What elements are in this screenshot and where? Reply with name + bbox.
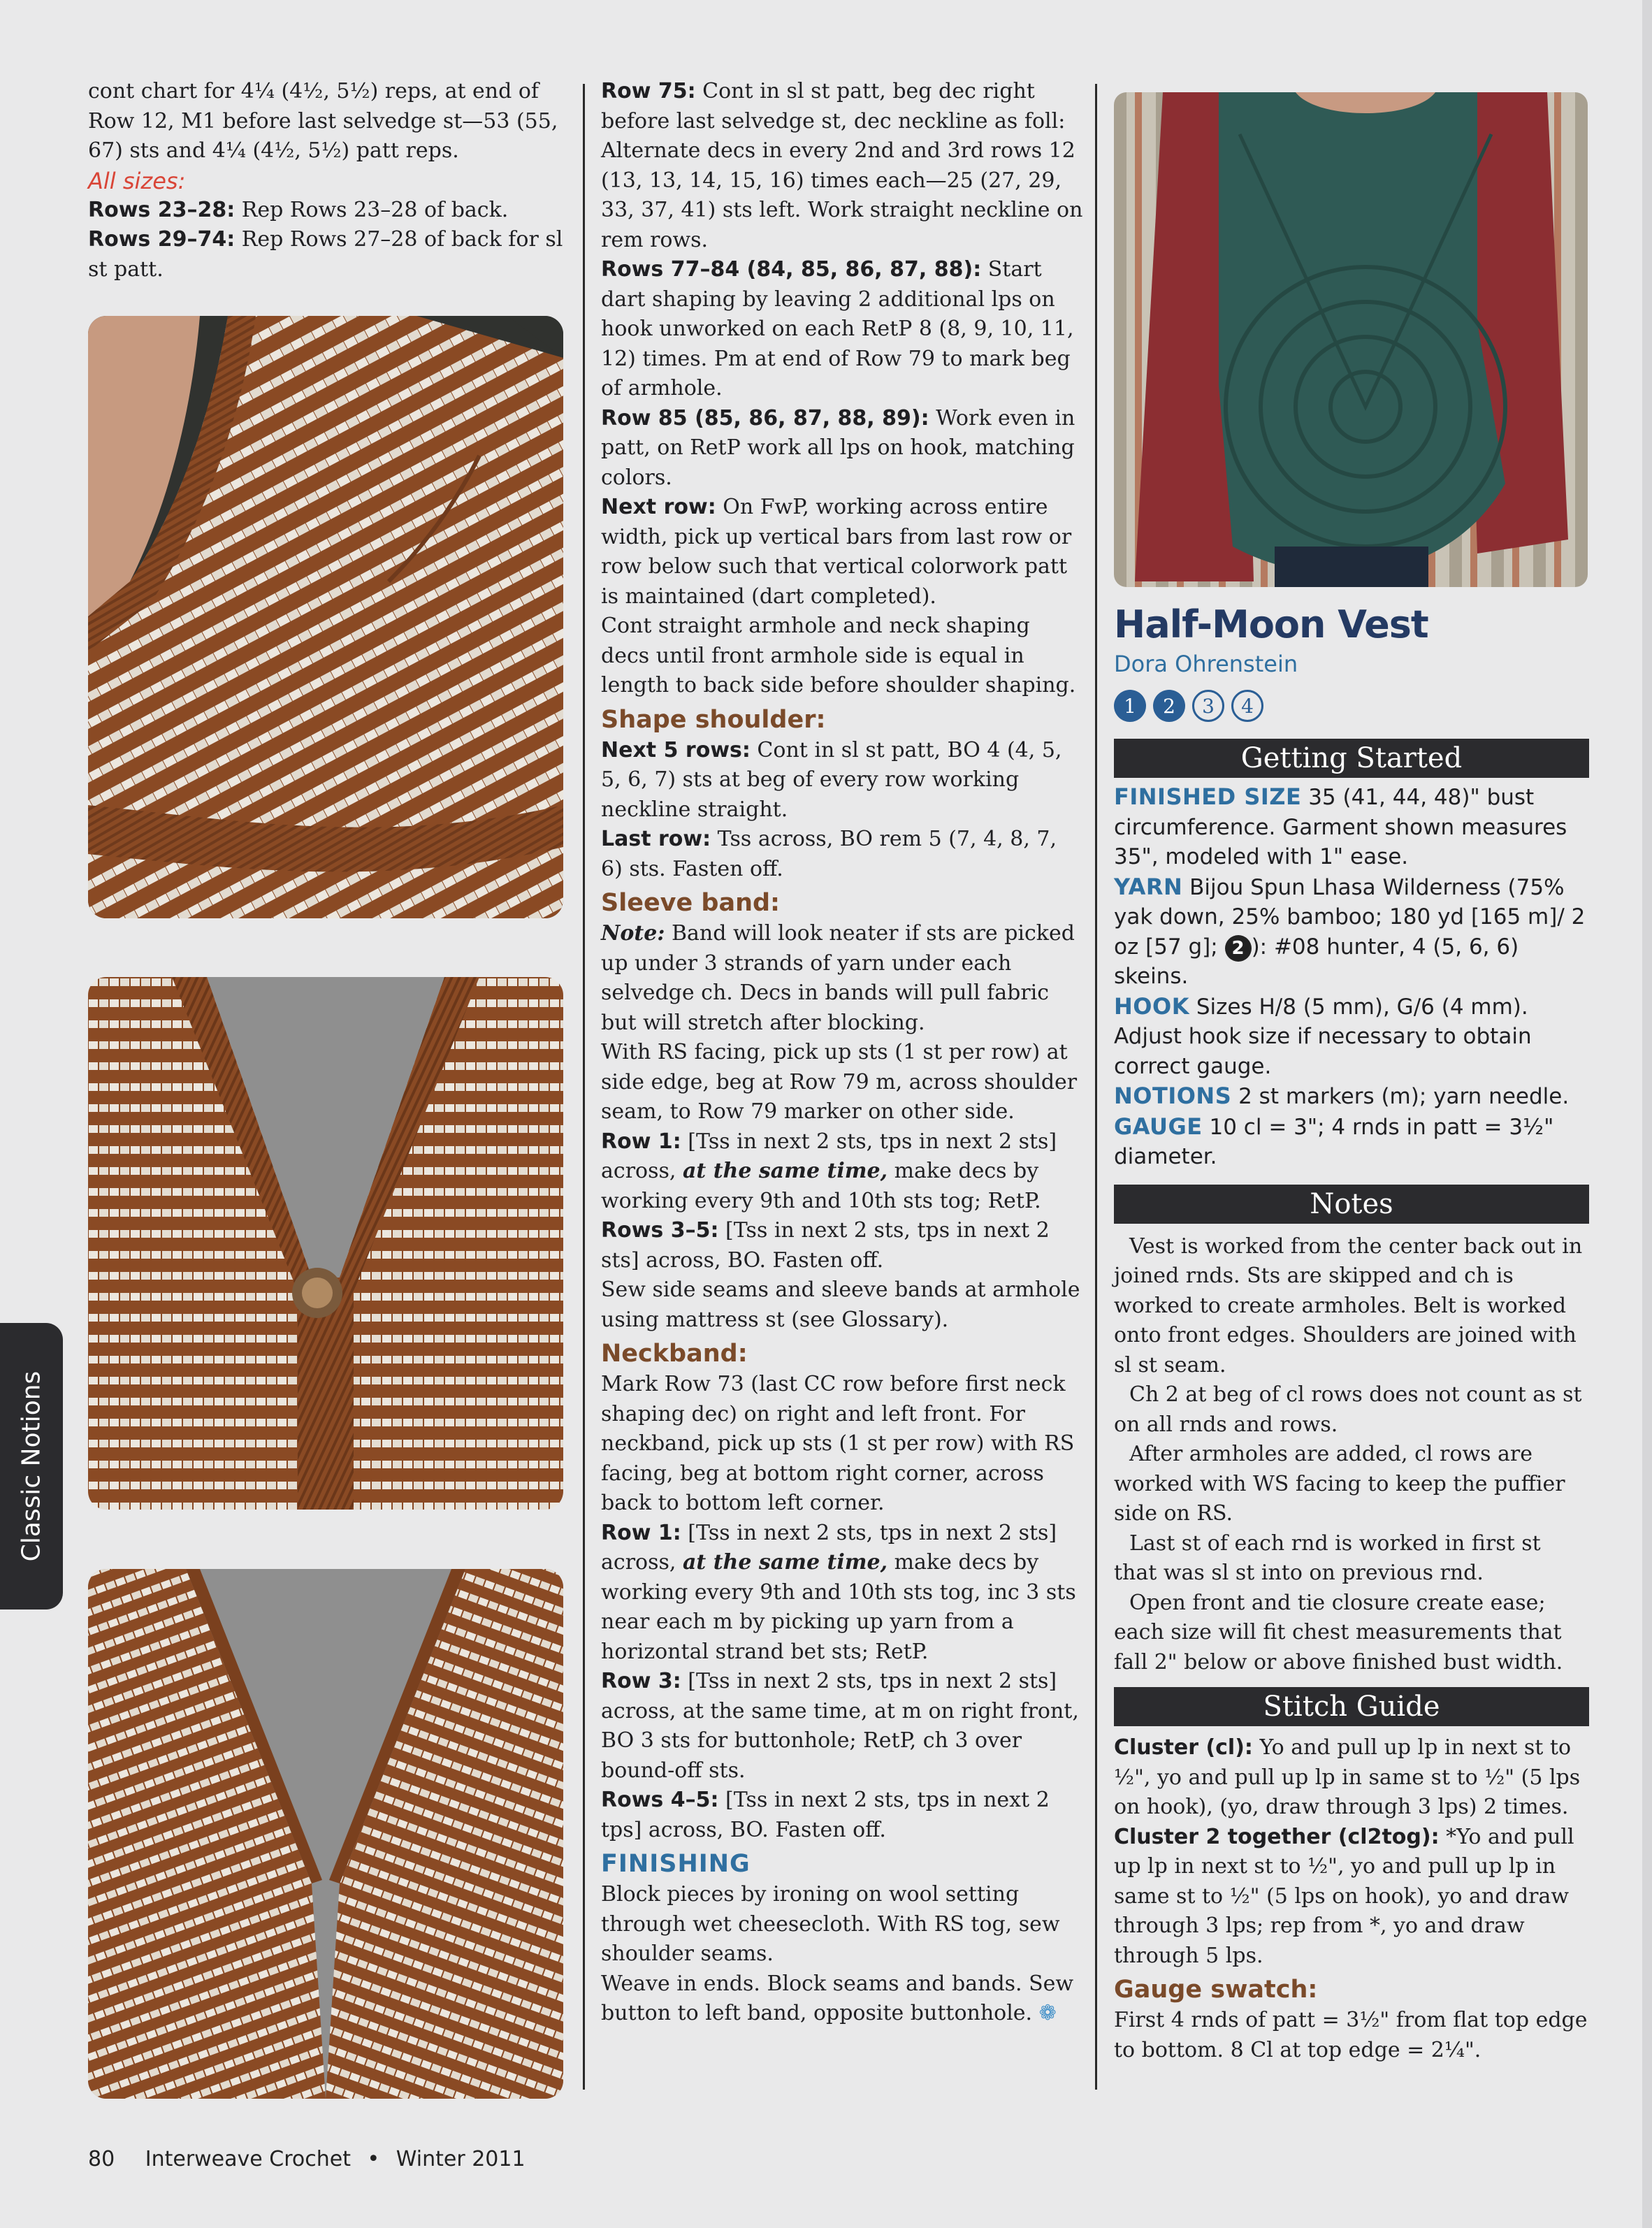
cluster-2-together-lead: Cluster 2 together (cl2tog): (1114, 1824, 1440, 1849)
neck-row-1-b: make decs by working every 9th and 10th sts tog, inc 3 sts near each m by picking up yarn from a horizontal strand bet sts; RetP. (601, 1550, 1076, 1664)
photo-vest-back (1114, 92, 1588, 587)
rows-29-74 (88, 225, 570, 284)
gauge (1114, 1112, 1589, 1172)
shape-shoulder-heading: Shape shoulder: (601, 705, 826, 734)
cluster-text: Yo and pull up lp in next st to ½", yo and pull up lp in same st to ½" (5 lps on hook), (yo, draw through 3 lps) 2 times. (1114, 1735, 1581, 1819)
column-rule-left (583, 84, 585, 2090)
end-flower-icon: ❁ (1038, 2001, 1057, 2025)
rows-23-28-lead: Rows 23–28: (88, 197, 236, 222)
next-row-text: On FwP, working across entire width, pick up vertical bars from last row or row below such that vertical colorwork patt is maintained (dart completed). (601, 495, 1072, 609)
footer-bullet: • (367, 2147, 380, 2171)
gauge-text: 10 cl = 3"; 4 rnds in patt = 3½" diameter. (1114, 1114, 1554, 1169)
weave-text-body: Weave in ends. Block seams and bands. Sew button to left band, opposite buttonhole. (601, 1971, 1074, 2025)
sleeve-row-1 (601, 1127, 1083, 1217)
sleeve-rows-3-5 (601, 1216, 1083, 1275)
rows-29-74-text: Rep Rows 27–28 of back for sl st patt. (88, 227, 563, 282)
skill-level-icons (1114, 690, 1589, 722)
neck-rows-4-5-lead: Rows 4–5: (601, 1788, 719, 1812)
neck-rows-4-5-text: [Tss in next 2 sts, tps in next 2 tps] across, BO. Fasten off. (601, 1788, 1050, 1842)
neck-row-1-em: at the same time, (682, 1550, 888, 1575)
sleeve-rows-3-5-lead: Rows 3–5: (601, 1218, 719, 1243)
row-75-lead: Row 75: (601, 79, 696, 103)
neck-rows-4-5 (601, 1786, 1083, 1845)
all-sizes-heading: All sizes: (88, 167, 186, 194)
sleeve-note (601, 919, 1083, 1038)
note-1: Vest is worked from the center back out in joined rnds. Sts are skipped and ch is worked to create armholes. Belt is worked onto front edges. Shoulders are joined with sl st seam. (1114, 1234, 1583, 1377)
neck-row-1 (601, 1519, 1083, 1668)
finished-size-label: FINISHED SIZE (1114, 783, 1302, 810)
page-footer (88, 2147, 526, 2171)
note-2: Ch 2 at beg of cl rows does not count as st on all rnds and rows. (1114, 1382, 1582, 1437)
notes-heading: Notes (1114, 1185, 1589, 1224)
mark-text: Mark Row 73 (last CC row before first neck shaping dec) on right and left front. For neckband, pick up sts (1 st per row) with RS facing, beg at bottom right corner, across back to bottom left corner. (601, 1372, 1075, 1515)
last-row-lead: Last row: (601, 827, 711, 851)
page-edge (1642, 0, 1652, 2228)
getting-started-heading: Getting Started (1114, 739, 1589, 778)
rows-23-28-text: Rep Rows 23–28 of back. (235, 197, 509, 222)
skill-level-3-icon: 3 (1192, 690, 1224, 722)
last-row-text: Tss across, BO rem 5 (7, 4, 8, 7, 6) sts. Fasten off. (601, 827, 1057, 881)
notes-body (1114, 1232, 1589, 1678)
rows-77-84-text: Start dart shaping by leaving 2 additional lps on hook unworked on each RetP 8 (8, 9, 10, 11, 12) times. Pm at end of Row 79 to mark beg of armhole. (601, 257, 1074, 400)
cluster-lead: Cluster (cl): (1114, 1735, 1253, 1760)
cluster-2-together-text: *Yo and pull up lp in next st to ½", yo and pull up lp in same st to ½" (5 lps on hook), yo and draw through 3 lps; rep from *, yo and draw through 5 lps. (1114, 1824, 1574, 1968)
gauge-label: GAUGE (1114, 1113, 1203, 1140)
neck-row-3 (601, 1667, 1083, 1786)
sew-text: Sew side seams and sleeve bands at armhole using mattress st (see Glossary). (601, 1278, 1080, 1332)
stitch-guide-heading: Stitch Guide (1114, 1687, 1589, 1726)
next-5-rows-text: Cont in sl st patt, BO 4 (4, 5, 5, 6, 7) sts at beg of every row working neckline straight. (601, 737, 1062, 822)
hook-text: Sizes H/8 (5 mm), G/6 (4 mm). Adjust hook size if necessary to obtain correct gauge. (1114, 994, 1532, 1079)
hook-label: HOOK (1114, 992, 1189, 1020)
skill-level-1-icon: 1 (1114, 690, 1146, 722)
rows-23-28 (88, 196, 570, 226)
sleeve-row-1-em: at the same time, (682, 1159, 888, 1183)
finished-size-text: 35 (41, 44, 48)" bust circumference. Garment shown measures 35", modeled with 1" ease. (1114, 785, 1567, 869)
notions-text: 2 st markers (m); yarn needle. (1231, 1084, 1570, 1109)
gauge-swatch-text: First 4 rnds of patt = 3½" from flat top edge to bottom. 8 Cl at top edge = 2¼". (1114, 2008, 1588, 2062)
side-tab-label: Classic Notions (17, 1370, 46, 1562)
magazine-name: Interweave Crochet (145, 2147, 351, 2171)
note-text: Band will look neater if sts are picked up under 3 strands of yarn under each selvedge ch. Decs in bands will pull fabric but will stretch after blocking. (601, 921, 1075, 1035)
row-85-text: Work even in patt, on RetP work all lps on hook, matching colors. (601, 405, 1075, 490)
row-75-text: Cont in sl st patt, beg dec right before last selvedge st, dec neckline as foll: Alternate decs in every 2nd and 3rd rows 12 (13, 13, 14, 15, 16) times each—25 (27, 29, 33, 37, 41) sts left. Work straight neckline on rem rows. (601, 79, 1083, 252)
next-5-rows (601, 736, 1083, 825)
next-row-lead: Next row: (601, 495, 716, 519)
cluster-2-together (1114, 1823, 1589, 1972)
note-5: Open front and tie closure create ease; each size will fit chest measurements that fall 2" below or above finished bust width. (1114, 1590, 1563, 1674)
neck-row-3-lead: Row 3: (601, 1669, 681, 1693)
rows-77-84 (601, 255, 1083, 404)
cluster (1114, 1733, 1589, 1823)
notions-label: NOTIONS (1114, 1083, 1232, 1109)
neck-row-3-text: [Tss in next 2 sts, tps in next 2 sts] across, at the same time, at m on right front, BO 3 sts for buttonhole; RetP, ch 3 over bound-off sts. (601, 1669, 1079, 1783)
block-text: Block pieces by ironing on wool setting through wet cheesecloth. With RS tog, sew shoulder seams. (601, 1882, 1060, 1966)
rows-77-84-lead: Rows 77–84 (84, 85, 86, 87, 88): (601, 257, 982, 282)
column-rule-right (1095, 84, 1097, 2090)
photo-shoulder-detail (88, 316, 563, 918)
sleeve-band-heading: Sleeve band: (601, 889, 781, 917)
left-column (88, 77, 570, 284)
sleeve-row-1-lead: Row 1: (601, 1129, 681, 1154)
note-4: Last st of each rnd is worked in first st that was sl st into on previous rnd. (1114, 1531, 1541, 1585)
section-side-tab (0, 1323, 63, 1609)
last-row (601, 825, 1083, 884)
pattern-title: Half-Moon Vest (1114, 602, 1428, 646)
skill-level-2-icon: 2 (1153, 690, 1185, 722)
middle-column (601, 77, 1083, 2029)
cont-straight-text: Cont straight armhole and neck shaping decs until front armhole side is equal in length to back side before shoulder shaping. (601, 614, 1076, 697)
neckband-heading: Neckband: (601, 1340, 748, 1368)
yarn-text-a: Bijou Spun Lhasa Wilderness (75% yak down, 25% bamboo; 180 yd [165 m]/ 2 oz [57 g]; (1114, 874, 1586, 960)
designer-name: Dora Ohrenstein (1114, 651, 1298, 677)
neck-row-1-a: [Tss in next 2 sts, tps in next 2 sts] across, (601, 1520, 1057, 1575)
rows-29-74-lead: Rows 29–74: (88, 227, 236, 252)
row-85 (601, 404, 1083, 493)
skill-level-4-icon: 4 (1231, 690, 1263, 722)
yarn-text-b: ): #08 hunter, 4 (5, 6, 6) skeins. (1114, 934, 1519, 989)
next-5-rows-lead: Next 5 rows: (601, 737, 751, 762)
finished-size (1114, 782, 1589, 872)
finishing-heading: FINISHING (601, 1850, 751, 1878)
intro-text: cont chart for 4¼ (4½, 5½) reps, at end of Row 12, M1 before last selvedge st—53 (55, 67) sts and 4¼ (4½, 5½) patt reps. (88, 79, 558, 163)
gauge-swatch-heading: Gauge swatch: (1114, 1976, 1318, 2004)
sleeve-row-1-a: [Tss in next 2 sts, tps in next 2 sts] across, (601, 1129, 1057, 1183)
rs-facing-text: With RS facing, pick up sts (1 st per row) at side edge, beg at Row 79 m, across shoulder seam, to Row 79 marker on other side. (601, 1040, 1078, 1124)
photo-v-neck (88, 1569, 563, 2099)
sleeve-row-1-b: make decs by working every 9th and 10th sts tog; RetP. (601, 1159, 1041, 1213)
yarn-label: YARN (1114, 873, 1183, 900)
photo-button-front (88, 977, 563, 1510)
issue-date: Winter 2011 (396, 2147, 526, 2171)
row-75 (601, 77, 1083, 255)
next-row (601, 493, 1083, 612)
row-85-lead: Row 85 (85, 86, 87, 88, 89): (601, 405, 929, 431)
neck-row-1-lead: Row 1: (601, 1520, 681, 1545)
sleeve-rows-3-5-text: [Tss in next 2 sts, tps in next 2 sts] across, BO. Fasten off. (601, 1218, 1050, 1273)
yarn (1114, 872, 1589, 992)
notions (1114, 1081, 1589, 1112)
weave-text (601, 1969, 1083, 2029)
page-number: 80 (88, 2147, 115, 2171)
right-column (1114, 602, 1589, 2065)
hook (1114, 992, 1589, 1082)
yarn-weight-icon: 2 (1225, 935, 1252, 962)
note-label: Note: (601, 921, 665, 946)
note-3: After armholes are added, cl rows are worked with WS facing to keep the puffier side on RS. (1114, 1442, 1565, 1526)
